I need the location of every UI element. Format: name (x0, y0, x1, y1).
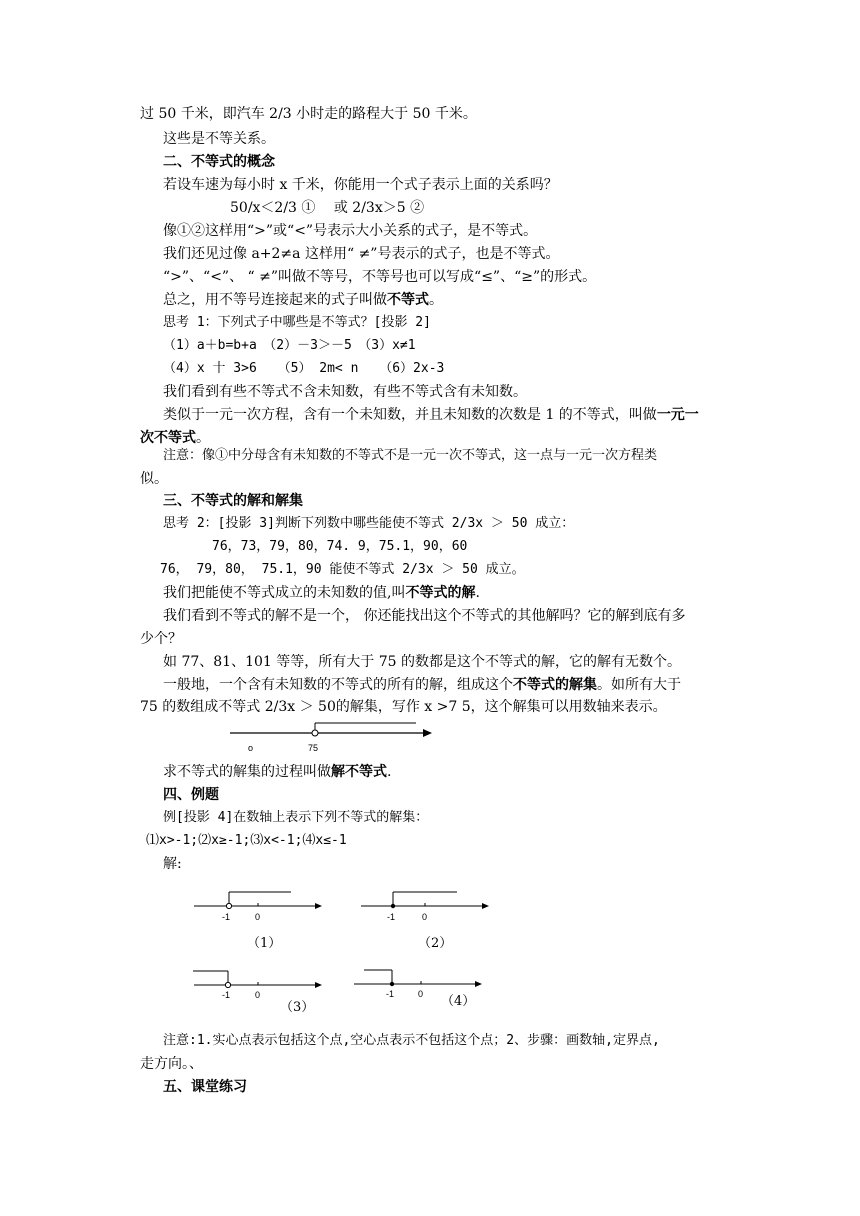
text-line: ⑴x>-1;⑵x≥-1;⑶x<-1;⑷x≤-1 (146, 833, 347, 848)
text-span: 类似于一元一次方程，含有一个未知数，并且未知数的次数是 1 的不等式，叫做 (163, 407, 657, 423)
axis-label: 0 (422, 912, 428, 922)
text-line: 注意:1.实心点表示包括这个点,空心点表示不包括这个点；2、步骤：画数轴,定界点, (163, 1033, 660, 1048)
text-line: 75 的数组成不等式 2/3x ＞ 50的解集，写作 x >7 5，这个解集可以用数轴来表示。 (140, 699, 667, 715)
axis-label: 0 (418, 989, 424, 999)
axis-label: -1 (386, 989, 395, 999)
term-bold: 解不等式 (331, 764, 387, 780)
number-line-1 (192, 890, 327, 924)
text-line: 如 77、81、101 等等，所有大于 75 的数都是这个不等式的解，它的解有无数个。 (163, 654, 681, 670)
formula-line: 50/x＜2/3 ① 或 2/3x＞5 ② (230, 200, 425, 216)
term-bold: 不等式的解集 (513, 677, 597, 693)
text-line: （1）a＋b=b+a （2）－3＞－5 （3）x≠1 (163, 338, 416, 353)
axis-label: -1 (222, 990, 231, 1000)
term-bold: 一元一 (656, 407, 699, 423)
solid-point (390, 982, 394, 986)
text-line: 我们看到不等式的解不是一个， 你还能找出这个不等式的其他解吗？它的解到底有多 (163, 608, 686, 624)
number-line-2 (359, 890, 494, 924)
text-line (163, 405, 699, 425)
text-line (163, 583, 480, 603)
section-heading: 五、课堂练习 (163, 1079, 247, 1095)
section-heading: 四、例题 (163, 787, 219, 803)
axis-label: 75 (308, 743, 319, 753)
text-span: 一般地，一个含有未知数的不等式的所有的解，组成这个 (163, 677, 513, 693)
open-point (312, 730, 318, 736)
text-line: 似。 (140, 471, 168, 487)
text-line: 我们看到有些不等式不含未知数，有些不等式含有未知数。 (163, 384, 527, 400)
text-span: 。如所有大于 (597, 677, 681, 693)
text-line (140, 428, 210, 448)
text-line: 这些是不等关系。 (163, 131, 275, 147)
axis-label: -1 (387, 912, 396, 922)
section-heading: 二、不等式的概念 (163, 154, 275, 170)
text-line: 像①②这样用“>”或“<”号表示大小关系的式子，是不等式。 (163, 223, 538, 239)
term-bold: 不等式 (387, 292, 429, 308)
axis-label: o (248, 743, 254, 753)
figure-caption: （1） (247, 936, 282, 951)
text-line: 注意：像①中分母含有未知数的不等式不是一元一次不等式，这一点与一元一次方程类 (163, 448, 658, 463)
text-span: 求不等式的解集的过程叫做 (163, 764, 331, 780)
text-line: 过 50 千米，即汽车 2/3 小时走的路程大于 50 千米。 (140, 106, 477, 122)
text-span: 我们把能使不等式成立的未知数的值,叫 (163, 585, 406, 601)
text-span: . (387, 764, 392, 780)
figure-caption: （4） (441, 994, 476, 1009)
axis-arrow (315, 903, 322, 909)
text-span: 。 (429, 292, 443, 308)
axis-label: 0 (255, 990, 261, 1000)
text-line: “>”、“<”、 “ ≠”叫做不等号，不等号也可以写成“≤”、“≥”的形式。 (163, 269, 597, 285)
axis-arrow (315, 982, 322, 988)
text-line: 思考 2：[投影 3]判断下列数中哪些能使不等式 2/3x ＞ 50 成立： (163, 516, 575, 531)
term-bold: 不等式的解 (405, 585, 476, 601)
open-point (225, 982, 230, 987)
solid-point (391, 904, 395, 908)
text-span: 总之，用不等号连接起来的式子叫做 (163, 292, 387, 308)
axis-label: -1 (222, 912, 231, 922)
figure-caption: （2） (418, 936, 453, 951)
open-point (226, 903, 231, 908)
term-bold: 次不等式 (140, 430, 196, 446)
figure-caption: （3） (280, 1000, 315, 1015)
text-line (163, 762, 391, 782)
text-line: 若设车速为每小时 x 千米，你能用一个式子表示上面的关系吗？ (163, 177, 558, 193)
text-line: 走方向。、 (140, 1056, 203, 1072)
text-line: 解: (163, 856, 182, 872)
text-line: （4）x 十 3>6 （5） 2m< n （6）2x-3 (163, 361, 445, 376)
text-line: 我们还见过像 a+2≠a 这样用“ ≠”号表示的式子，也是不等式。 (163, 246, 560, 262)
text-line: 思考 1：下列式子中哪些是不等式？[投影 2] (163, 315, 431, 330)
axis-arrow (482, 903, 489, 909)
text-line (163, 290, 443, 310)
text-line: 少个？ (140, 631, 182, 647)
text-span: 。 (196, 430, 210, 446)
axis-label: 0 (255, 912, 261, 922)
text-line: 76，73，79，80，74. 9，75.1，90，60 (212, 539, 468, 554)
section-heading: 三、不等式的解和解集 (163, 493, 303, 509)
axis-arrow (475, 981, 482, 987)
text-line: 76， 79，80， 75.1，90 能使不等式 2/3x ＞ 50 成立。 (160, 562, 525, 577)
number-line-main (228, 722, 438, 756)
text-line (163, 675, 681, 695)
axis-arrow (423, 729, 432, 737)
text-span: . (475, 585, 480, 601)
text-line: 例[投影 4]在数轴上表示下列不等式的解集： (163, 810, 429, 825)
